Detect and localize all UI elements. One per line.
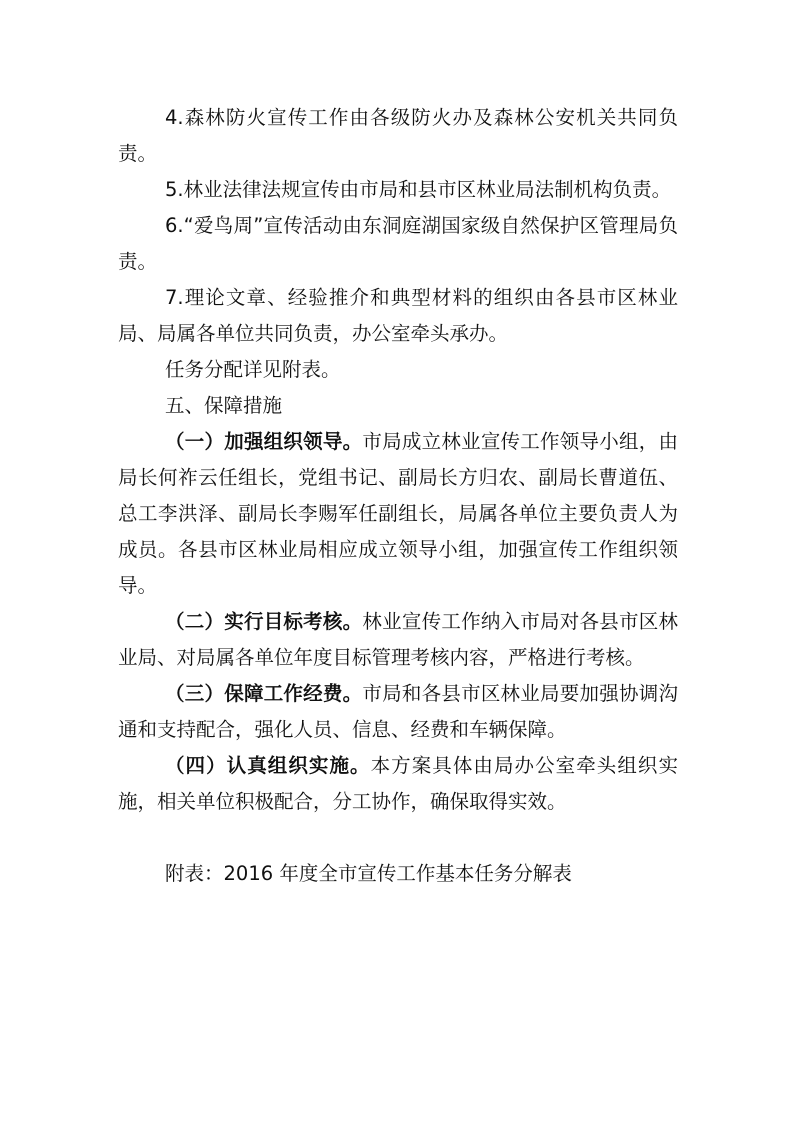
measure-assessment	[118, 604, 678, 676]
paragraph-forest-fire: 4.森林防火宣传工作由各级防火办及森林公安机关共同负责。	[118, 106, 678, 165]
paragraph-bird-week: 6.“爱鸟周”宣传活动由东洞庭湖国家级自然保护区管理局负责。	[118, 214, 678, 273]
measure-organization	[118, 424, 678, 604]
measure-heading: （一）加强组织领导。	[165, 430, 363, 453]
attachment-note: 附表：2016 年度全市宣传工作基本任务分解表	[165, 862, 572, 885]
measure-body: 市局和各县市区林业局要加强协调沟通和支持配合，强化人员、信息、经费和车辆保障。	[118, 682, 678, 741]
blank-line	[118, 820, 678, 856]
paragraph-task-allocation: 任务分配详见附表。	[165, 358, 341, 381]
measure-funding	[118, 676, 678, 748]
paragraph-legal-publicity: 5.林业法律法规宣传由市局和县市区林业局法制机构负责。	[165, 178, 672, 201]
document-page	[118, 100, 678, 892]
measure-implementation	[118, 748, 678, 820]
measure-heading: （四）认真组织实施。	[165, 754, 371, 777]
measure-body: 林业宣传工作纳入市局对各县市区林业局、对局属各单位年度目标管理考核内容，严格进行考核。	[118, 610, 678, 669]
measure-body: 本方案具体由局办公室牵头组织实施，相关单位积极配合，分工协作，确保取得实效。	[118, 754, 678, 813]
measure-body: 市局成立林业宣传工作领导小组，由局长何祚云任组长，党组书记、副局长方归农、副局长曹道伍、总工李洪泽、副局长李赐军任副组长，局属各单位主要负责人为成员。各县市区林业局相应成立领导小组，加强宣传工作组织领导。	[118, 430, 678, 597]
measure-heading: （二）实行目标考核。	[165, 610, 363, 633]
section-heading-safeguards: 五、保障措施	[165, 394, 283, 417]
paragraph-theory-articles: 7.理论文章、经验推介和典型材料的组织由各县市区林业局、局属各单位共同负责，办公室牵头承办。	[118, 286, 678, 345]
measure-heading: （三）保障工作经费。	[165, 682, 363, 705]
